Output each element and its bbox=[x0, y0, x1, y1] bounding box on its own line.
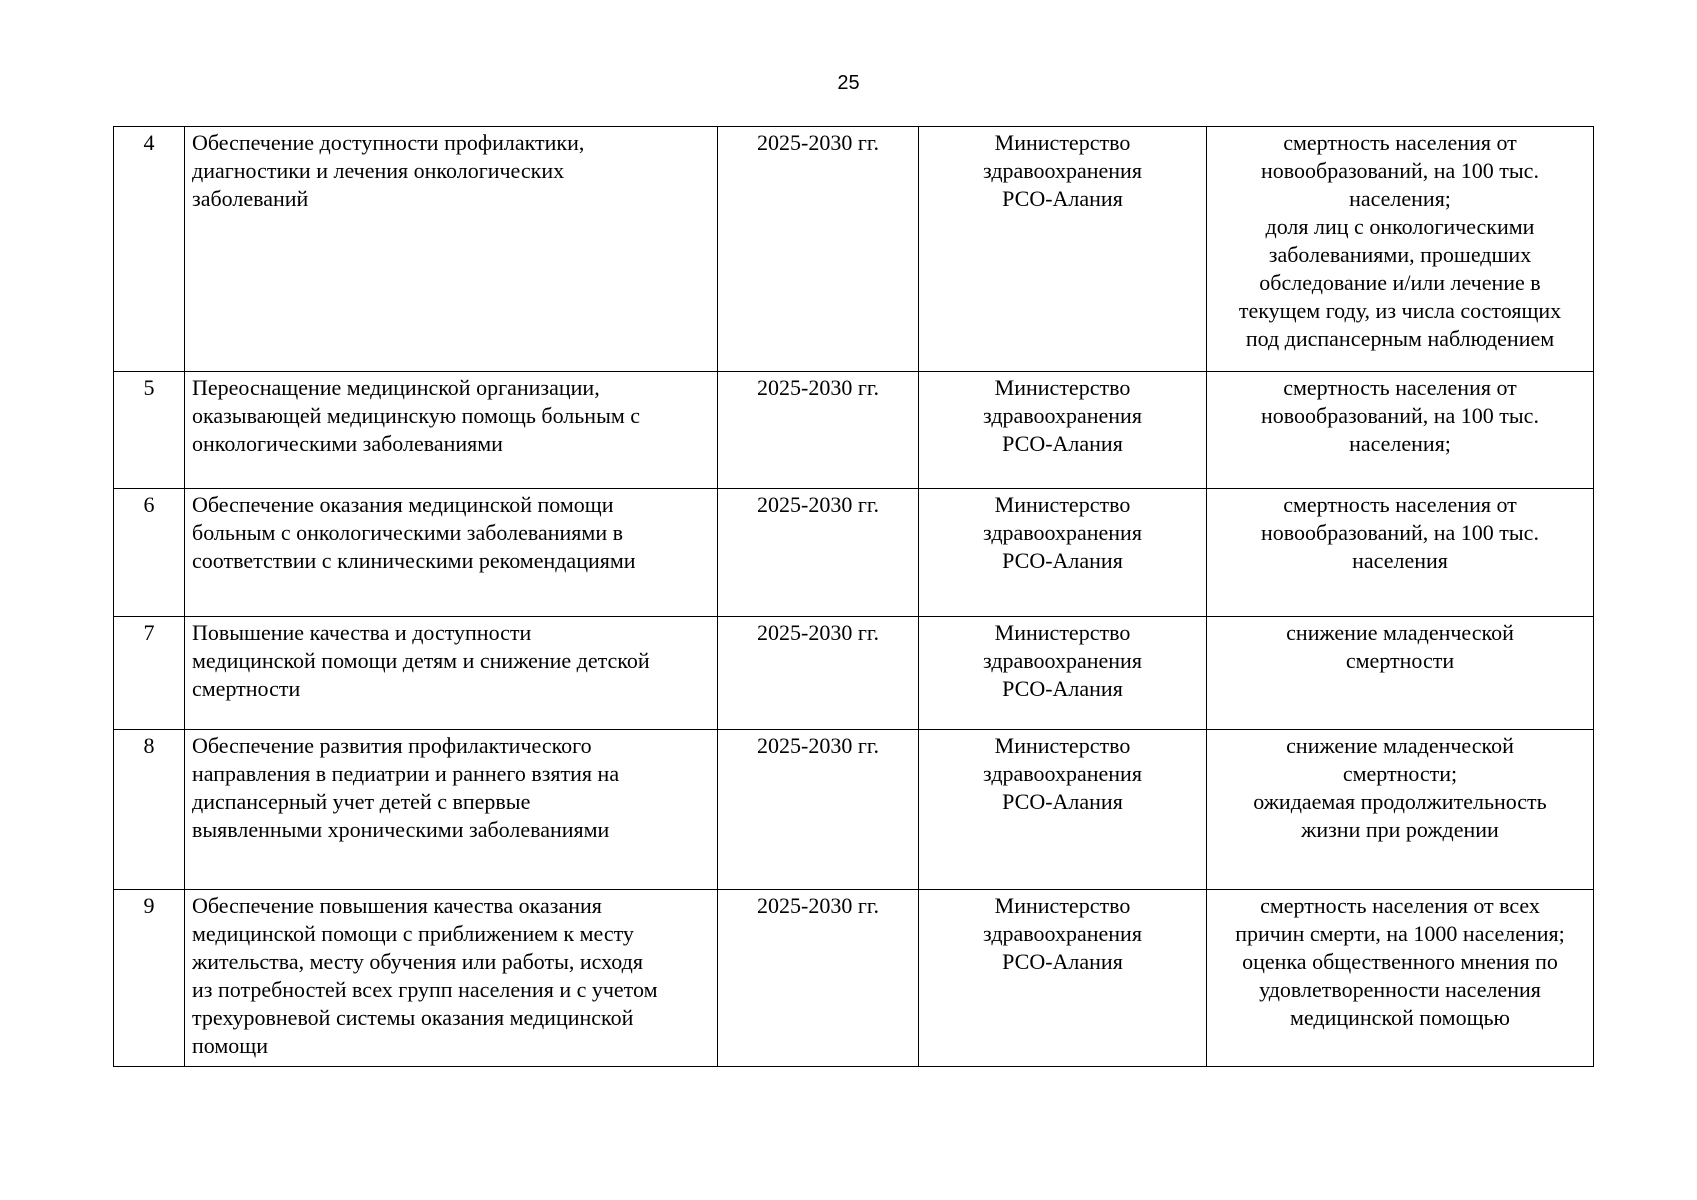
indicators-cell-line: смертность населения от bbox=[1283, 130, 1517, 155]
measure-name-cell-line: медицинской помощи с приближением к месту bbox=[192, 921, 634, 946]
measure-name-cell-line: жительства, месту обучения или работы, исходя bbox=[192, 949, 643, 974]
responsible-cell-line: РСО-Алания bbox=[1002, 548, 1123, 573]
responsible-cell bbox=[919, 372, 1207, 489]
measure-name-cell-line: Повышение качества и доступности bbox=[192, 620, 532, 645]
indicators-cell-line: населения; bbox=[1349, 186, 1451, 211]
measure-name-cell-line: Обеспечение оказания медицинской помощи bbox=[192, 492, 614, 517]
indicators-cell-line: медицинской помощью bbox=[1290, 1005, 1510, 1030]
indicators-cell bbox=[1207, 730, 1594, 890]
measure-name-cell bbox=[185, 372, 718, 489]
measure-name-cell-line: Обеспечение развития профилактического bbox=[192, 733, 592, 758]
period-cell: 2025-2030 гг. bbox=[718, 372, 919, 489]
indicators-cell-line: оценка общественного мнения по bbox=[1242, 949, 1558, 974]
indicators-cell-line: смертность населения от bbox=[1283, 375, 1517, 400]
table-row bbox=[114, 127, 1594, 372]
indicators-cell-line: доля лиц с онкологическими bbox=[1265, 214, 1535, 239]
responsible-cell bbox=[919, 890, 1207, 1067]
indicators-cell-line: населения; bbox=[1349, 431, 1451, 456]
measures-table bbox=[113, 126, 1594, 1067]
responsible-cell-line: здравоохранения bbox=[983, 648, 1142, 673]
indicators-cell bbox=[1207, 127, 1594, 372]
period-cell: 2025-2030 гг. bbox=[718, 127, 919, 372]
responsible-cell-line: Министерство bbox=[994, 620, 1131, 645]
responsible-cell-line: Министерство bbox=[994, 733, 1131, 758]
indicators-cell-line: снижение младенческой bbox=[1286, 620, 1514, 645]
indicators-cell-line: обследование и/или лечение в bbox=[1259, 270, 1541, 295]
measure-name-cell bbox=[185, 489, 718, 617]
row-number-cell: 6 bbox=[114, 489, 185, 617]
responsible-cell-line: здравоохранения bbox=[983, 520, 1142, 545]
measure-name-cell-line: трехуровневой системы оказания медицинской bbox=[192, 1005, 634, 1030]
measure-name-cell-line: смертности bbox=[192, 676, 301, 701]
measure-name-cell-line: больным с онкологическими заболеваниями в bbox=[192, 520, 623, 545]
indicators-cell bbox=[1207, 372, 1594, 489]
responsible-cell-line: РСО-Алания bbox=[1002, 186, 1123, 211]
responsible-cell-line: Министерство bbox=[994, 893, 1131, 918]
measure-name-cell-line: медицинской помощи детям и снижение детской bbox=[192, 648, 650, 673]
table-row bbox=[114, 730, 1594, 890]
indicators-cell bbox=[1207, 617, 1594, 730]
measure-name-cell-line: заболеваний bbox=[192, 186, 309, 211]
responsible-cell bbox=[919, 617, 1207, 730]
responsible-cell-line: здравоохранения bbox=[983, 921, 1142, 946]
table-row bbox=[114, 890, 1594, 1067]
period-cell: 2025-2030 гг. bbox=[718, 489, 919, 617]
measure-name-cell-line: помощи bbox=[192, 1033, 268, 1058]
indicators-cell-line: новообразований, на 100 тыс. bbox=[1261, 403, 1539, 428]
row-number-cell: 8 bbox=[114, 730, 185, 890]
table-row bbox=[114, 617, 1594, 730]
table-row bbox=[114, 372, 1594, 489]
indicators-cell-line: под диспансерным наблюдением bbox=[1245, 326, 1555, 351]
indicators-cell-line: причин смерти, на 1000 населения; bbox=[1235, 921, 1565, 946]
responsible-cell-line: РСО-Алания bbox=[1002, 676, 1123, 701]
row-number-cell: 5 bbox=[114, 372, 185, 489]
responsible-cell-line: Министерство bbox=[994, 375, 1131, 400]
indicators-cell-line: смертность населения от bbox=[1283, 492, 1517, 517]
responsible-cell bbox=[919, 489, 1207, 617]
indicators-cell-line: жизни при рождении bbox=[1301, 817, 1499, 842]
indicators-cell-line: смертности; bbox=[1342, 761, 1458, 786]
responsible-cell-line: РСО-Алания bbox=[1002, 789, 1123, 814]
indicators-cell-line: снижение младенческой bbox=[1286, 733, 1514, 758]
indicators-cell-line: новообразований, на 100 тыс. bbox=[1261, 520, 1539, 545]
measure-name-cell-line: оказывающей медицинскую помощь больным с bbox=[192, 403, 641, 428]
row-number-cell: 7 bbox=[114, 617, 185, 730]
responsible-cell-line: здравоохранения bbox=[983, 158, 1142, 183]
measure-name-cell-line: выявленными хроническими заболеваниями bbox=[192, 817, 610, 842]
row-number-cell: 4 bbox=[114, 127, 185, 372]
period-cell: 2025-2030 гг. bbox=[718, 890, 919, 1067]
responsible-cell-line: Министерство bbox=[994, 492, 1131, 517]
page-number: 25 bbox=[837, 72, 860, 94]
period-cell: 2025-2030 гг. bbox=[718, 730, 919, 890]
responsible-cell bbox=[919, 127, 1207, 372]
measure-name-cell bbox=[185, 730, 718, 890]
measure-name-cell bbox=[185, 617, 718, 730]
indicators-cell-line: смертности bbox=[1345, 648, 1455, 673]
measure-name-cell-line: Обеспечение повышения качества оказания bbox=[192, 893, 602, 918]
indicators-cell-line: удовлетворенности населения bbox=[1259, 977, 1541, 1002]
responsible-cell-line: Министерство bbox=[994, 130, 1131, 155]
responsible-cell bbox=[919, 730, 1207, 890]
row-number-cell: 9 bbox=[114, 890, 185, 1067]
indicators-cell-line: ожидаемая продолжительность bbox=[1253, 789, 1547, 814]
measure-name-cell bbox=[185, 890, 718, 1067]
measure-name-cell-line: онкологическими заболеваниями bbox=[192, 431, 503, 456]
indicators-cell-line: заболеваниями, прошедших bbox=[1268, 242, 1532, 267]
period-cell: 2025-2030 гг. bbox=[718, 617, 919, 730]
table-row bbox=[114, 489, 1594, 617]
measure-name-cell-line: Переоснащение медицинской организации, bbox=[192, 375, 600, 400]
indicators-cell bbox=[1207, 890, 1594, 1067]
indicators-cell-line: населения bbox=[1352, 548, 1448, 573]
measure-name-cell bbox=[185, 127, 718, 372]
responsible-cell-line: здравоохранения bbox=[983, 761, 1142, 786]
indicators-cell-line: текущем году, из числа состоящих bbox=[1238, 298, 1562, 323]
measure-name-cell-line: из потребностей всех групп населения и с учетом bbox=[192, 977, 658, 1002]
measure-name-cell-line: диспансерный учет детей с впервые bbox=[192, 789, 531, 814]
measure-name-cell-line: соответствии с клиническими рекомендациями bbox=[192, 548, 636, 573]
indicators-cell-line: новообразований, на 100 тыс. bbox=[1261, 158, 1539, 183]
responsible-cell-line: РСО-Алания bbox=[1002, 949, 1123, 974]
measure-name-cell-line: диагностики и лечения онкологических bbox=[192, 158, 565, 183]
responsible-cell-line: РСО-Алания bbox=[1002, 431, 1123, 456]
indicators-cell-line: смертность населения от всех bbox=[1260, 893, 1540, 918]
measure-name-cell-line: направления в педиатрии и раннего взятия на bbox=[192, 761, 620, 786]
measure-name-cell-line: Обеспечение доступности профилактики, bbox=[192, 130, 585, 155]
indicators-cell bbox=[1207, 489, 1594, 617]
responsible-cell-line: здравоохранения bbox=[983, 403, 1142, 428]
